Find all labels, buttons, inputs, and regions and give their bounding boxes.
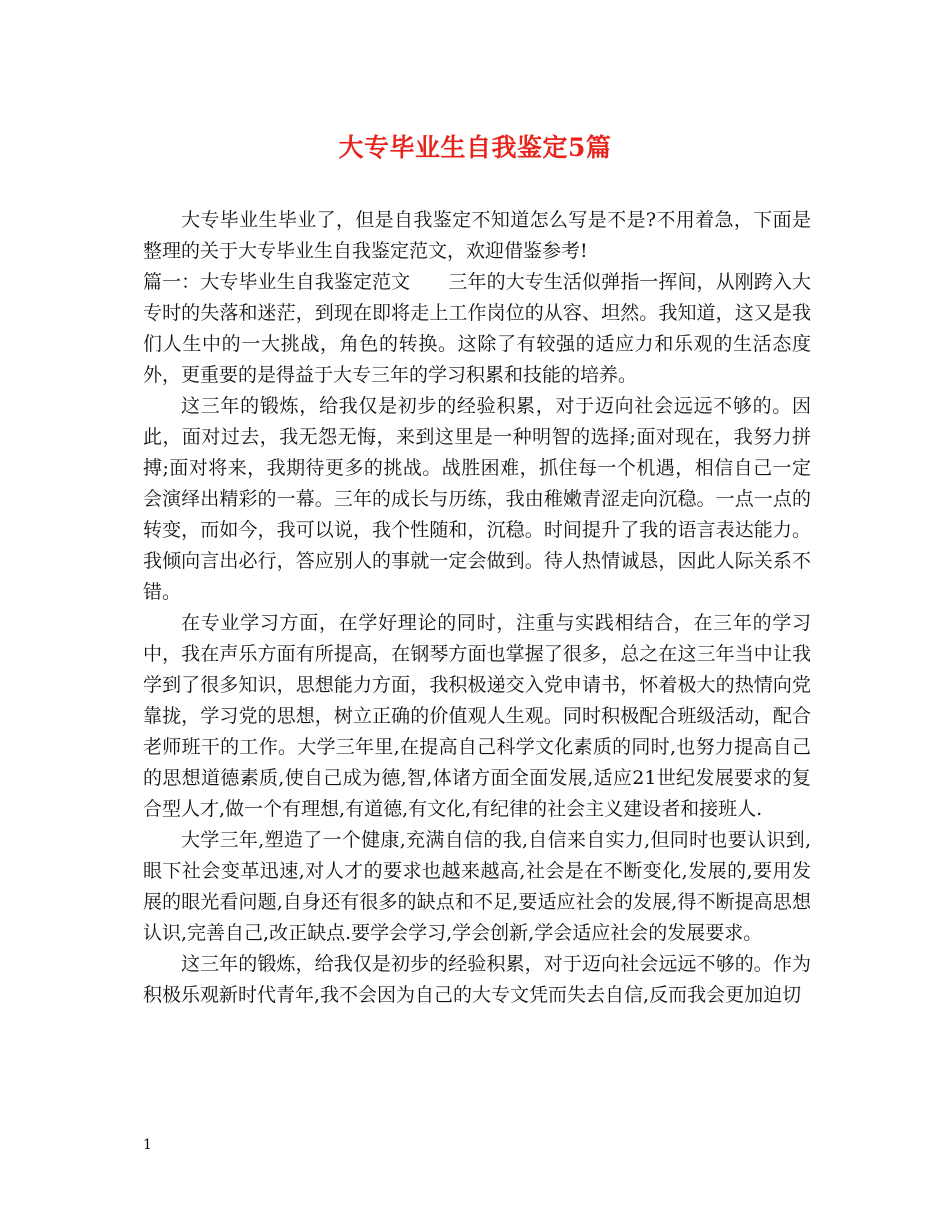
section-one-paragraph: 篇一：大专毕业生自我鉴定范文 三年的大专生活似弹指一挥间，从刚跨入大专时的失落和迷茫，到现在即将走上工作岗位的从容、坦然。我知道，这又是我们人生中的一大挑战，角色的转换。这除了有较强的适应力和乐观的生活态度外，更重要的是得益于大专三年的学习积累和技能的培养。 xyxy=(143,271,811,386)
body-paragraph: 大学三年,塑造了一个健康,充满自信的我,自信来自实力,但同时也要认识到,眼下社会变革迅速,对人才的要求也越来越高,社会是在不断变化,发展的,要用发展的眼光看问题,自身还有很多的缺点和不足,要适应社会的发展,得不断提高思想认识,完善自己,改正缺点.要学会学习,学会创新,学会适应社会的发展要求。 xyxy=(143,829,811,944)
body-paragraph: 这三年的锻炼，给我仅是初步的经验积累，对于迈向社会远远不够的。作为积极乐观新时代青年,我不会因为自己的大专文凭而失去自信,反而我会更加迫切 xyxy=(143,953,811,1006)
intro-paragraph: 大专毕业生毕业了，但是自我鉴定不知道怎么写是不是?不用着急，下面是整理的关于大专毕业生自我鉴定范文，欢迎借鉴参考! xyxy=(143,209,811,262)
page-number: 1 xyxy=(143,1137,152,1153)
document-body xyxy=(143,205,811,1011)
document-title: 大专毕业生自我鉴定5篇 xyxy=(338,133,612,162)
body-paragraph: 这三年的锻炼，给我仅是初步的经验积累，对于迈向社会远远不够的。因此，面对过去，我无怨无悔，来到这里是一种明智的选择;面对现在，我努力拼搏;面对将来，我期待更多的挑战。战胜困难，抓住每一个机遇，相信自己一定会演绎出精彩的一幕。三年的成长与历练，我由稚嫩青涩走向沉稳。一点一点的转变，而如今，我可以说，我个性随和，沉稳。时间提升了我的语言表达能力。我倾向言出必行，答应别人的事就一定会做到。待人热情诚恳，因此人际关系不错。 xyxy=(143,395,811,603)
body-paragraph: 在专业学习方面，在学好理论的同时，注重与实践相结合，在三年的学习中，我在声乐方面有所提高，在钢琴方面也掌握了很多，总之在这三年当中让我学到了很多知识，思想能力方面，我积极递交入党申请书，怀着极大的热情向党靠拢，学习党的思想，树立正确的价值观人生观。同时积极配合班级活动，配合老师班干的工作。大学三年里,在提高自己科学文化素质的同时,也努力提高自己的思想道德素质,使自己成为德,智,体诸方面全面发展,适应21世纪发展要求的复合型人才,做一个有理想,有道德,有文化,有纪律的社会主义建设者和接班人. xyxy=(143,612,811,820)
